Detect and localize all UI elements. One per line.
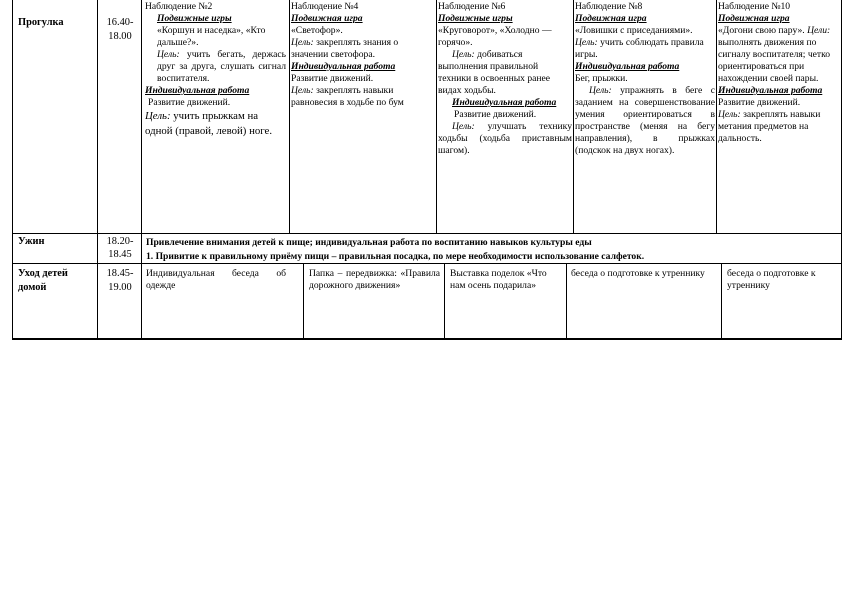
grid-line <box>141 0 142 339</box>
leave-cell-5: беседа о подготовке к утреннику <box>727 268 816 291</box>
goal2-label: Цель: <box>291 85 314 96</box>
games-heading: Подвижная игра <box>291 13 363 24</box>
goal2-text: учить прыжкам на одной (правой, левой) ноге. <box>145 110 273 137</box>
walk-cell-4 <box>575 1 715 157</box>
games-list: «Светофор». <box>291 25 343 36</box>
leave-cell-4: беседа о подготовке к утреннику <box>571 268 705 279</box>
grid-line <box>573 0 574 233</box>
games-heading: Подвижная игра <box>718 13 790 24</box>
work-text: Развитие движений. <box>454 109 537 120</box>
dinner-line-1: Привлечение внимания детей к пище; индивидуальная работа по воспитанию навыков культуры еды <box>146 237 592 248</box>
games-heading: Подвижная игра <box>575 13 647 24</box>
goal2-text: закреплять навыки равновесия в ходьбе по бум <box>291 85 404 108</box>
goal-text: учить бегать, держась друг за друга, слушать сигнал воспитателя. <box>157 49 286 84</box>
games-list: «Круговорот», «Холодно — горячо». <box>438 25 552 48</box>
observation-title: Наблюдение №8 <box>575 1 643 12</box>
walk-cell-2 <box>291 1 435 109</box>
games-heading: Подвижные игры <box>157 13 232 24</box>
goal2-label: Цель: <box>589 85 612 96</box>
row-time-walk: 16.40-18.00 <box>106 17 134 42</box>
observation-title: Наблюдение №4 <box>291 1 359 12</box>
grid-line <box>12 263 842 264</box>
row-label-dinner: Ужин <box>18 236 45 247</box>
goal-label: Цель: <box>575 37 598 48</box>
grid-line <box>436 0 437 233</box>
walk-cell-5 <box>718 1 840 145</box>
grid-line <box>12 233 842 234</box>
walk-cell-1 <box>145 1 286 139</box>
work-text: Бег, прыжки. <box>575 73 628 84</box>
work-heading: Индивидуальная работа <box>452 97 557 108</box>
grid-line <box>566 263 567 339</box>
work-heading: Индивидуальная работа <box>575 61 680 72</box>
goal-text: учить соблюдать правила игры. <box>575 37 704 60</box>
games-list: «Коршун и наседка», «Кто дальше?». <box>157 25 266 48</box>
work-text: Развитие движений. <box>148 97 231 108</box>
observation-title: Наблюдение №2 <box>145 1 213 12</box>
grid-line <box>12 0 13 339</box>
goal-text: добиваться выполнения правильной техники в освоенных ранее видах ходьбы. <box>438 49 551 96</box>
row-time-dinner: 18.20-18.45 <box>106 236 134 260</box>
grid-line <box>721 263 722 339</box>
goal-label: Цель: <box>291 37 314 48</box>
leave-cell-3: Выставка поделок «Что нам осень подарила» <box>450 268 547 291</box>
observation-title: Наблюдение №6 <box>438 1 506 12</box>
goal-label: Цель: <box>452 49 475 60</box>
games-heading: Подвижные игры <box>438 13 513 24</box>
goal-label: Цели: <box>807 25 831 36</box>
work-heading: Индивидуальная работа <box>145 85 250 96</box>
goal2-text: улучшать технику ходьбы (ходьба приставным шагом). <box>438 121 572 156</box>
leave-cell-1: Индивидуальная беседа об одежде <box>146 268 286 291</box>
walk-cell-3 <box>438 1 572 157</box>
goal2-label: Цель: <box>452 121 475 132</box>
work-text: Развитие движений. <box>718 97 801 108</box>
goal-text: закреплять знания о значении светофора. <box>291 37 399 60</box>
goal2-label: Цель: <box>718 109 741 120</box>
work-text: Развитие движений. <box>291 73 374 84</box>
work-heading: Индивидуальная работа <box>718 85 823 96</box>
grid-line <box>97 0 98 339</box>
grid-line <box>716 0 717 233</box>
dinner-line-2: 1. Привитие к правильному приёму пищи – правильная посадка, по мере необходимости использование салфеток. <box>146 251 645 262</box>
row-time-leave: 18.45-19.00 <box>106 268 134 293</box>
observation-title: Наблюдение №10 <box>718 1 791 12</box>
grid-line <box>289 0 290 233</box>
games-list: «Ловишки с приседаниями». <box>575 25 693 36</box>
goal2-text: упражнять в беге с заданием на совершенствование умения ориентироваться в пространстве (меняя на бегу направления), в прыжках (подскок на двух ногах). <box>575 85 715 156</box>
row-label-leave: Уход детей домой <box>18 268 68 293</box>
grid-line <box>444 263 445 339</box>
games-list: «Догони свою пару». <box>718 25 805 36</box>
goal-label: Цель: <box>157 49 180 60</box>
leave-cell-2: Папка – передвижка: «Правила дорожного движения» <box>309 268 440 291</box>
row-label-walk: Прогулка <box>18 17 64 28</box>
work-heading: Индивидуальная работа <box>291 61 396 72</box>
goal2-label: Цель: <box>145 110 171 122</box>
goal2-text: закреплять навыки метания предметов на дальность. <box>718 109 821 144</box>
grid-line <box>12 338 842 340</box>
grid-line <box>303 263 304 339</box>
goal-text: выполнять движения по сигналу воспитателя; четко ориентироваться при нахождении своей пары. <box>718 37 831 84</box>
